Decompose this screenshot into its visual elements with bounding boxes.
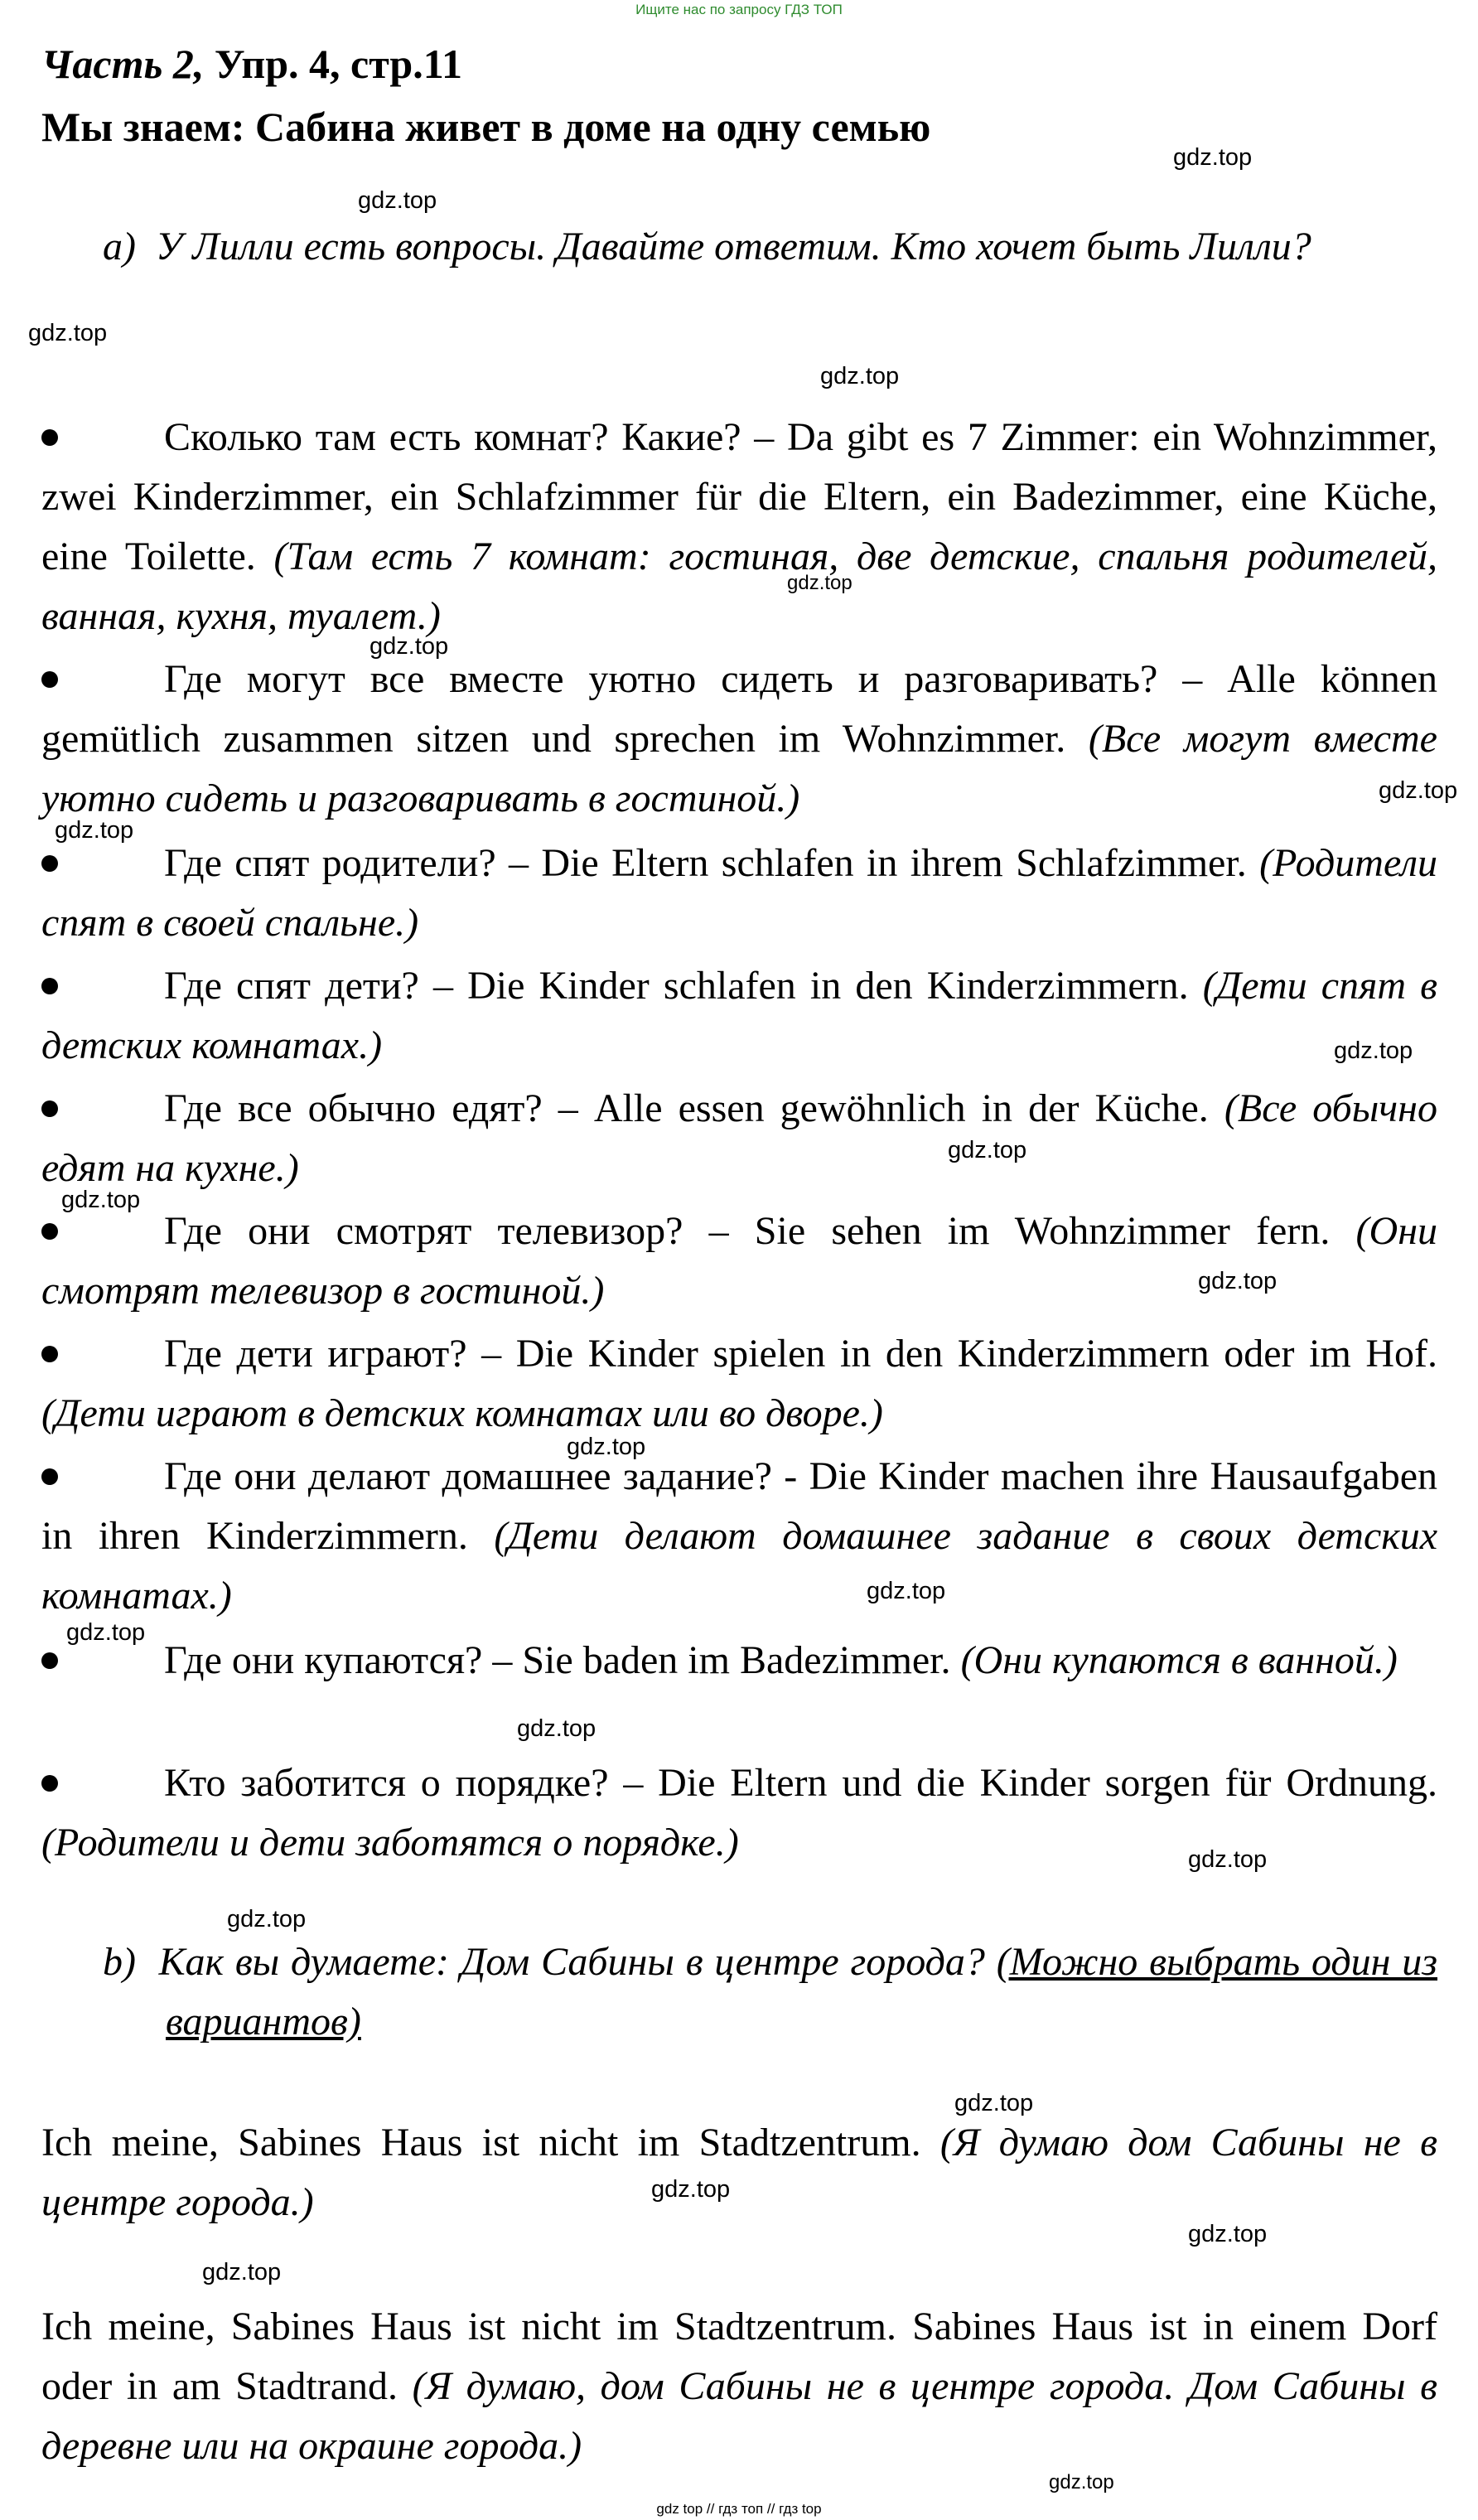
watermark: gdz.top <box>55 817 134 844</box>
qa-answer: Die Eltern und die Kinder sorgen für Ordnung. <box>658 1761 1437 1805</box>
qa-item-9 <box>41 1631 1437 1690</box>
title-exercise: Упр. 4, стр.11 <box>204 41 462 87</box>
footer: gdz top // гдз топ // гдз top <box>656 2501 822 2517</box>
section-b-hint: (Можно выбрать один из вариантов) <box>166 1940 1438 2044</box>
qa-item-6 <box>41 1202 1437 1321</box>
watermark: gdz.top <box>1188 1846 1268 1873</box>
qa-translation: (Там есть 7 комнат: гостиная, две детские, спальня родителей, ванная, кухня, туалет.) <box>41 534 1438 638</box>
section-a <box>41 217 1437 277</box>
qa-question: Где они делают домашнее задание? - <box>164 1454 809 1498</box>
qa-translation: (Дети играют в детских комнатах или во дворе.) <box>41 1391 883 1435</box>
section-b-text: Как вы думаете: Дом Сабины в центре города? <box>158 1940 997 1984</box>
qa-question: Где все обычно едят? – <box>164 1086 594 1130</box>
qa-answer: Sie baden im Badezimmer. <box>522 1638 961 1682</box>
qa-question: Где они купаются? – <box>164 1638 523 1682</box>
watermark: gdz.top <box>1188 2221 1268 2247</box>
qa-answer: Alle essen gewöhnlich in der Küche. <box>593 1086 1224 1130</box>
qa-item-7 <box>41 1324 1437 1444</box>
qa-answer: Alle können gemütlich zusammen sitzen und sprechen im Wohnzimmer. <box>41 657 1438 761</box>
answer-translation: (Я думаю, дом Сабины не в центре города. Дом Сабины в деревне или на окраине города.) <box>41 2364 1438 2468</box>
watermark: gdz.top <box>820 363 900 389</box>
qa-item-4 <box>41 956 1437 1076</box>
watermark: gdz.top <box>66 1619 146 1646</box>
qa-item-5 <box>41 1079 1437 1198</box>
search-hint-banner: Ищите нас по запросу ГДЗ ТОП <box>635 2 843 17</box>
qa-item-1 <box>41 408 1437 646</box>
qa-question: Где спят родители? – <box>164 841 542 885</box>
qa-question: Где дети играют? – <box>164 1332 516 1376</box>
watermark: gdz.top <box>787 572 853 594</box>
watermark: gdz.top <box>1379 777 1458 804</box>
watermark: gdz.top <box>1198 1268 1278 1294</box>
watermark: gdz.top <box>202 2259 282 2285</box>
qa-translation: (Дети делают домашнее задание в своих детских комнатах.) <box>41 1514 1437 1618</box>
qa-answer: Da gibt es 7 Zimmer: ein Wohnzimmer, zwei Kinderzimmer, ein Schlafzimmer für die Eltern, ein Badezimmer, eine Küche, eine Toilette. <box>41 415 1437 578</box>
qa-translation: (Родители спят в своей спальне.) <box>41 841 1437 945</box>
watermark: gdz.top <box>1334 1038 1413 1064</box>
qa-item-8 <box>41 1447 1437 1626</box>
page-subtitle: Мы знаем: Сабина живет в доме на одну семью <box>41 104 931 150</box>
watermark: gdz.top <box>948 1137 1027 1163</box>
watermark: gdz.top <box>954 2090 1034 2116</box>
watermark: gdz.top <box>567 1434 646 1460</box>
title-part: Часть 2, <box>41 41 205 87</box>
answer-german: Ich meine, Sabines Haus ist nicht im Stadtzentrum. Sabines Haus ist in einem Dorf oder in am Stadtrand. <box>41 2305 1437 2408</box>
qa-item-2 <box>41 650 1437 829</box>
answer-1 <box>41 2113 1437 2232</box>
qa-question: Где спят дети? – <box>164 964 468 1008</box>
qa-translation: (Родители и дети заботятся о порядке.) <box>41 1821 739 1865</box>
qa-translation: (Дети спят в детских комнатах.) <box>41 964 1437 1067</box>
qa-answer: Die Eltern schlafen in ihrem Schlafzimmer. <box>541 841 1260 885</box>
qa-item-3 <box>41 834 1437 953</box>
section-b-marker: b) <box>103 1940 136 1984</box>
watermark: gdz.top <box>1049 2471 1114 2493</box>
qa-question: Сколько там есть комнат? Какие? – <box>164 415 788 459</box>
watermark: gdz.top <box>517 1715 597 1742</box>
answer-german: Ich meine, Sabines Haus ist nicht im Stadtzentrum. <box>41 2121 940 2164</box>
answer-2 <box>41 2297 1437 2476</box>
watermark: gdz.top <box>227 1906 307 1932</box>
qa-answer: Sie sehen im Wohnzimmer fern. <box>754 1209 1356 1253</box>
watermark: gdz.top <box>370 633 449 660</box>
qa-question: Где они смотрят телевизор? – <box>164 1209 755 1253</box>
watermark: gdz.top <box>867 1578 946 1604</box>
qa-translation: (Все могут вместе уютно сидеть и разговаривать в гостиной.) <box>41 717 1437 820</box>
qa-translation: (Все обычно едят на кухне.) <box>41 1086 1437 1190</box>
watermark: gdz.top <box>28 320 108 346</box>
section-a-text: У Лилли есть вопросы. Давайте ответим. Кто хочет быть Лилли? <box>155 225 1311 268</box>
qa-answer: Die Kinder schlafen in den Kinderzimmern. <box>467 964 1203 1008</box>
watermark: gdz.top <box>61 1187 141 1213</box>
section-b <box>41 1932 1437 2052</box>
section-a-marker: а) <box>103 225 136 268</box>
watermark: gdz.top <box>651 2176 731 2203</box>
page-title <box>41 40 462 88</box>
qa-question: Где могут все вместе уютно сидеть и разговаривать? – <box>164 657 1228 701</box>
answer-translation: (Я думаю дом Сабины не в центре города.) <box>41 2121 1438 2224</box>
qa-question: Кто заботится о порядке? – <box>164 1761 659 1805</box>
qa-answer: Die Kinder spielen in den Kinderzimmern oder im Hof. <box>515 1332 1437 1376</box>
watermark: gdz.top <box>1173 144 1253 171</box>
qa-answer: Die Kinder machen ihre Hausaufgaben in ihren Kinderzimmern. <box>41 1454 1437 1558</box>
qa-translation: (Они смотрят телевизор в гостиной.) <box>41 1209 1438 1313</box>
watermark: gdz.top <box>358 187 437 214</box>
qa-translation: (Они купаются в ванной.) <box>960 1638 1398 1682</box>
